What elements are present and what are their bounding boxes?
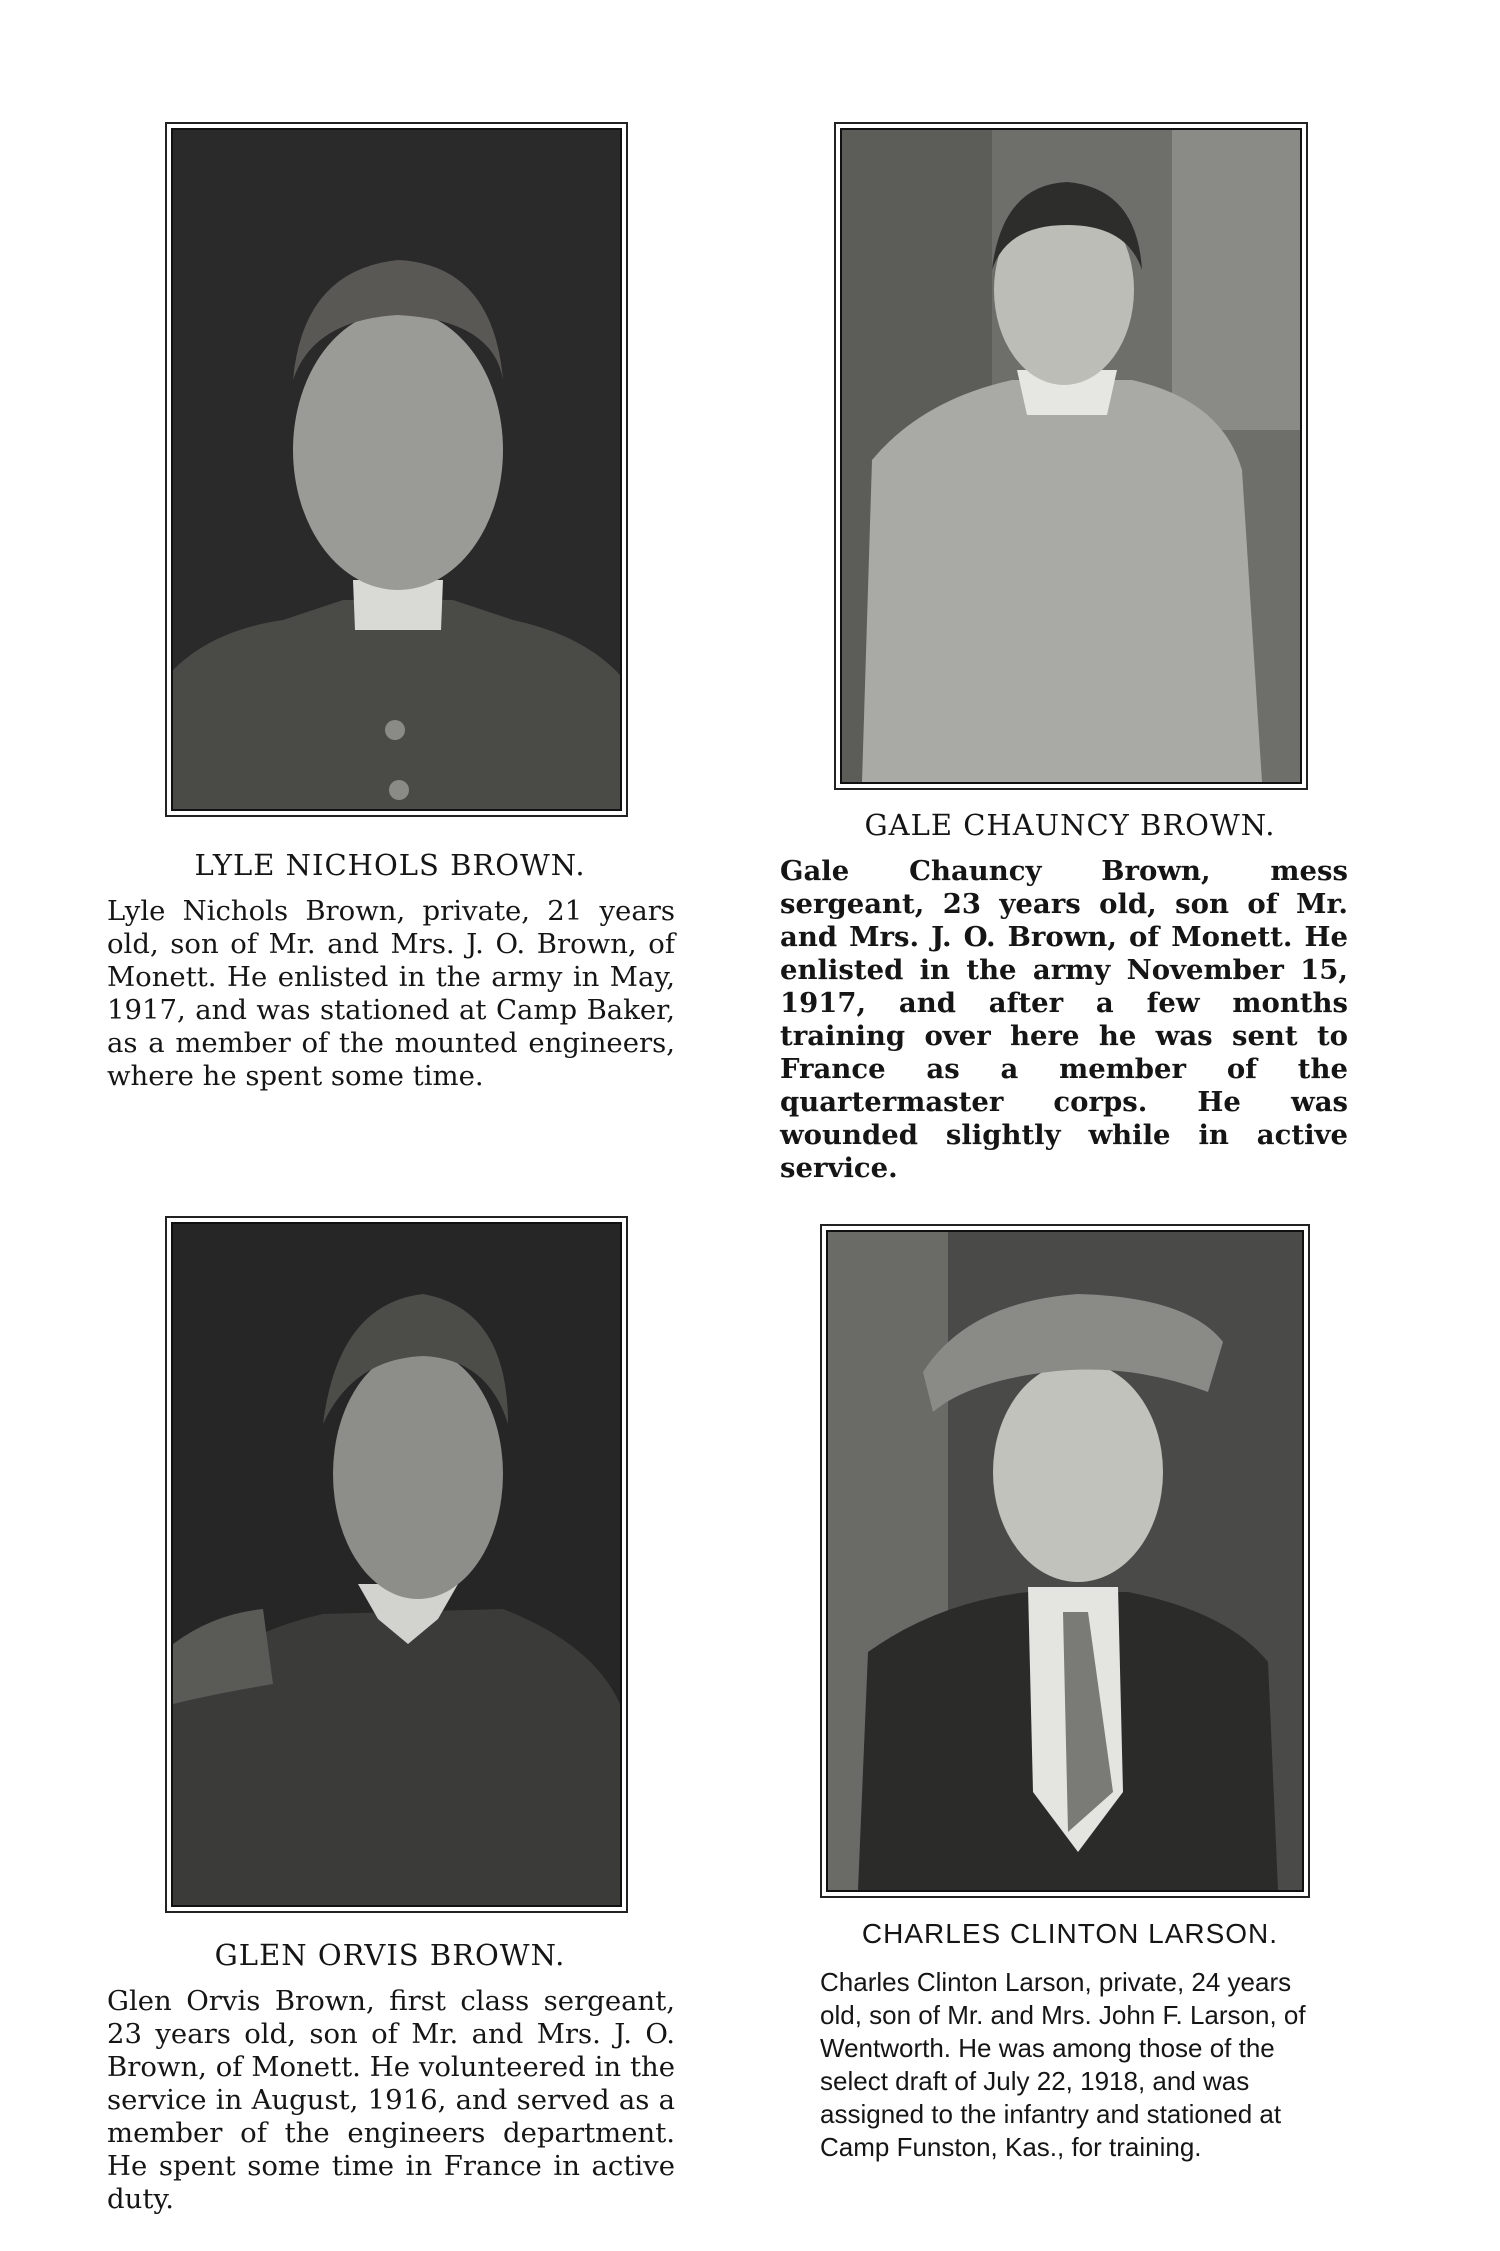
portrait-photo-gale-chauncy-brown xyxy=(840,128,1302,784)
entry-bio-glen-orvis-brown: Glen Orvis Brown, first class sergeant, 23 years old, son of Mr. and Mrs. J. O. Brown, of Monett. He volunteered in the service in August, 1916, and served as a member of the engineers department. He spent some time in France in active duty. xyxy=(107,1985,675,2215)
entry-name-gale-chauncy-brown: GALE CHAUNCY BROWN. xyxy=(864,808,1276,842)
portrait-photo-charles-clinton-larson xyxy=(826,1230,1304,1892)
entry-name-lyle-nichols-brown: LYLE NICHOLS BROWN. xyxy=(194,848,586,882)
portrait-photo-lyle-nichols-brown xyxy=(171,128,622,811)
entry-name-charles-clinton-larson: CHARLES CLINTON LARSON. xyxy=(861,1918,1279,1949)
entry-name-glen-orvis-brown: GLEN ORVIS BROWN. xyxy=(214,1938,566,1972)
entry-bio-gale-chauncy-brown: Gale Chauncy Brown, mess sergeant, 23 years old, son of Mr. and Mrs. J. O. Brown, of Monett. He enlisted in the army November 15, 1917, and after a few months training over here he was sent to France as a member of the quartermaster corps. He was wounded slightly while in active service. xyxy=(780,855,1348,1184)
entry-bio-charles-clinton-larson: Charles Clinton Larson, private, 24 years old, son of Mr. and Mrs. John F. Larson, of Wentworth. He was among those of the select draft of July 22, 1918, and was assigned to the infantry and stationed at Camp Funston, Kas., for training. xyxy=(820,1967,1306,2162)
portrait-photo-glen-orvis-brown xyxy=(171,1222,622,1907)
entry-bio-lyle-nichols-brown: Lyle Nichols Brown, private, 21 years old, son of Mr. and Mrs. J. O. Brown, of Monett. He enlisted in the army in May, 1917, and was stationed at Camp Baker, as a member of the mounted engineers, where he spent some time. xyxy=(107,895,675,1092)
